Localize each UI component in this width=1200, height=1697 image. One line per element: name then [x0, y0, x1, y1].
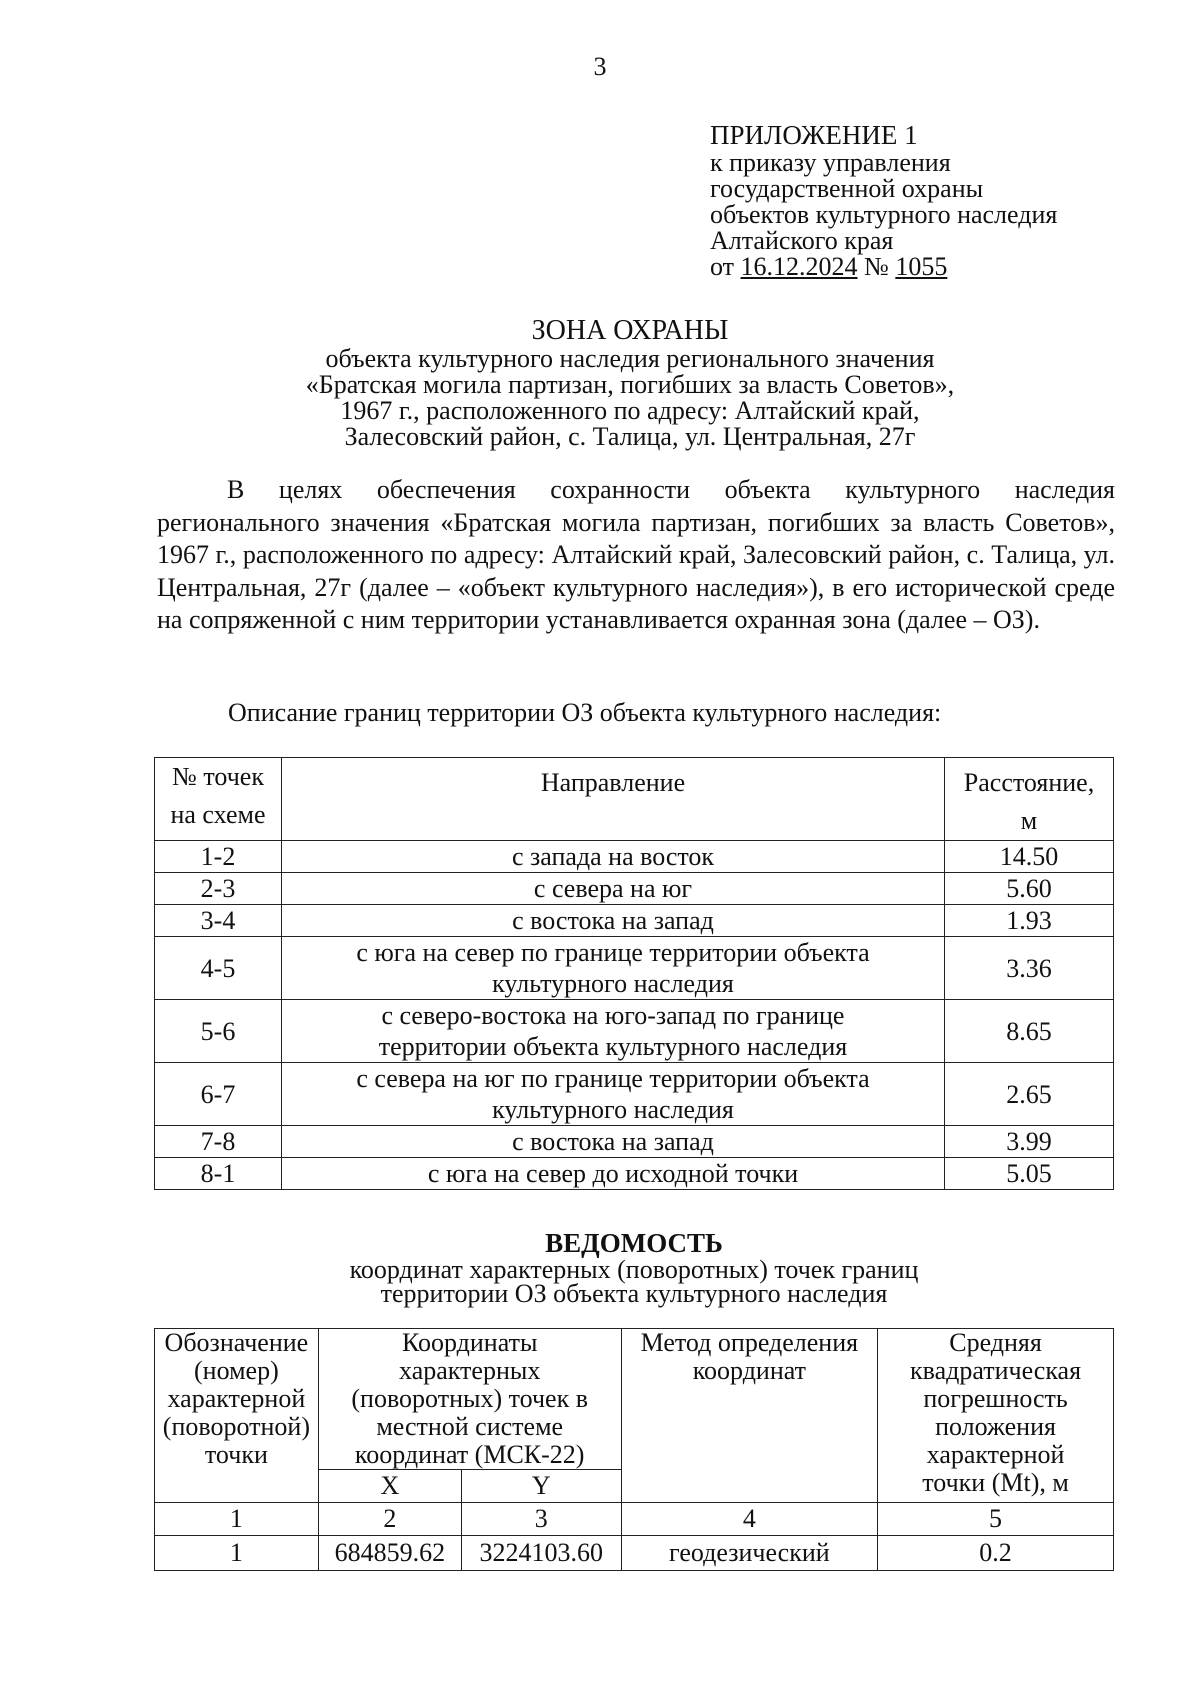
appendix-block — [710, 120, 1150, 280]
statement-title: ВЕДОМОСТЬ — [545, 1228, 723, 1258]
order-date-line — [710, 254, 1150, 280]
zone-subtitle-line: 1967 г., расположенного по адресу: Алтайский край, — [340, 396, 920, 425]
table-row — [155, 841, 1114, 873]
header-text: положения — [935, 1412, 1056, 1441]
y-cell: 3224103.60 — [461, 1536, 621, 1571]
column-number: 3 — [461, 1503, 621, 1536]
points-cell: 1-2 — [155, 841, 282, 873]
table-row — [155, 905, 1114, 937]
header-text: погрешность — [923, 1384, 1068, 1413]
table-row — [155, 937, 1114, 1000]
points-cell: 2-3 — [155, 873, 282, 905]
header-text: на схеме — [170, 800, 266, 829]
appendix-title: ПРИЛОЖЕНИЕ 1 — [710, 120, 918, 150]
page-number: 3 — [593, 52, 607, 81]
boundaries-caption: Описание границ территории ОЗ объекта культурного наследия: — [228, 698, 942, 727]
appendix-line: государственной охраны — [710, 174, 984, 203]
header-coordinates — [318, 1329, 621, 1470]
header-text: местной системе — [376, 1412, 564, 1441]
column-number: 5 — [878, 1503, 1114, 1536]
distance-cell: 2.65 — [945, 1063, 1114, 1126]
error-cell: 0.2 — [878, 1536, 1114, 1571]
appendix-line: Алтайского края — [710, 226, 894, 255]
header-text: квадратическая — [910, 1356, 1082, 1385]
direction-text: культурного наследия — [492, 1095, 734, 1124]
header-text: (номер) — [194, 1356, 279, 1385]
column-number: 2 — [318, 1503, 461, 1536]
header-distance — [945, 758, 1114, 841]
header-text: Метод определения — [640, 1328, 859, 1357]
direction-cell — [282, 937, 945, 1000]
table-row — [155, 1536, 1114, 1571]
appendix-line: объектов культурного наследия — [710, 200, 1058, 229]
table-header-row — [155, 1329, 1114, 1470]
order-number: 1055 — [895, 252, 948, 281]
table-row — [155, 1158, 1114, 1190]
direction-cell: с запада на восток — [282, 841, 945, 873]
points-cell: 5-6 — [155, 1000, 282, 1063]
zone-title: ЗОНА ОХРАНЫ — [531, 315, 729, 346]
table-row — [155, 873, 1114, 905]
header-text: Обозначение — [164, 1328, 309, 1357]
intro-paragraph: В целях обеспечения сохранности объекта культурного наследия регионального значения «Братская могила партизан, погибших за власть Советов», 1967 г., расположенного по адресу: Алтайский край, Залесовский район, с. Талица, ул. Центральная, 27г (далее – «объект культурного наследия»), в его исторической среде на сопряженной с ним территории устанавливается охранная зона (далее – ОЗ). — [157, 475, 1115, 634]
column-number-row — [155, 1503, 1114, 1536]
zone-subtitle-line: объекта культурного наследия регионального значения — [325, 344, 935, 373]
header-designation — [155, 1329, 319, 1503]
distance-cell: 14.50 — [945, 841, 1114, 873]
points-cell: 3-4 — [155, 905, 282, 937]
distance-cell: 5.05 — [945, 1158, 1114, 1190]
points-cell: 8-1 — [155, 1158, 282, 1190]
direction-cell — [282, 1063, 945, 1126]
distance-cell: 5.60 — [945, 873, 1114, 905]
points-cell: 7-8 — [155, 1126, 282, 1158]
direction-text: с севера на юг по границе территории объекта — [356, 1064, 870, 1093]
points-cell: 4-5 — [155, 937, 282, 1000]
coordinates-table — [154, 1328, 1114, 1571]
header-text: координат — [692, 1356, 806, 1385]
distance-cell: 8.65 — [945, 1000, 1114, 1063]
direction-text: культурного наследия — [492, 969, 734, 998]
points-cell: 6-7 — [155, 1063, 282, 1126]
statement-subtitle-line: территории ОЗ объекта культурного наследия — [380, 1279, 888, 1308]
header-text: характерных — [399, 1356, 541, 1385]
zone-subtitle-line: «Братская могила партизан, погибших за власть Советов», — [305, 370, 955, 399]
header-method — [621, 1329, 877, 1503]
method-cell: геодезический — [621, 1536, 877, 1571]
order-date: 16.12.2024 — [740, 252, 858, 281]
header-text: координат (МСК-22) — [354, 1440, 585, 1469]
table-row — [155, 1000, 1114, 1063]
x-cell: 684859.62 — [318, 1536, 461, 1571]
direction-cell: с севера на юг — [282, 873, 945, 905]
column-number: 4 — [621, 1503, 877, 1536]
appendix-line: к приказу управления — [710, 148, 951, 177]
header-text: Координаты — [401, 1328, 538, 1357]
zone-subtitle-line: Залесовский район, с. Талица, ул. Центральная, 27г — [344, 422, 916, 451]
header-text: точки — [204, 1440, 268, 1469]
direction-cell: с востока на запад — [282, 1126, 945, 1158]
header-x: X — [318, 1470, 461, 1503]
distance-cell: 3.99 — [945, 1126, 1114, 1158]
direction-text: с юга на север по границе территории объекта — [356, 938, 870, 967]
direction-cell: с востока на запад — [282, 905, 945, 937]
direction-text: с северо-востока на юго-запад по границе — [381, 1001, 845, 1030]
distance-cell: 3.36 — [945, 937, 1114, 1000]
header-text: № точек — [172, 762, 264, 791]
distance-cell: 1.93 — [945, 905, 1114, 937]
direction-text: территории объекта культурного наследия — [378, 1032, 848, 1061]
zone-header — [150, 316, 1110, 450]
header-points — [155, 758, 282, 841]
statement-header — [154, 1228, 1114, 1306]
header-text: Средняя — [949, 1328, 1042, 1357]
header-error — [878, 1329, 1114, 1503]
header-direction: Направление — [282, 758, 945, 841]
header-text: (поворотных) точек в — [351, 1384, 588, 1413]
direction-cell: с юга на север до исходной точки — [282, 1158, 945, 1190]
table-row — [155, 1126, 1114, 1158]
direction-cell — [282, 1000, 945, 1063]
header-y: Y — [461, 1470, 621, 1503]
table-header-row — [155, 758, 1114, 841]
boundaries-table — [154, 757, 1114, 1190]
number-sign: № — [864, 252, 889, 281]
point-cell: 1 — [155, 1536, 319, 1571]
header-text: точки (Mt), м — [922, 1468, 1069, 1497]
header-text: характерной — [167, 1384, 306, 1413]
table-row — [155, 1063, 1114, 1126]
header-text: (поворотной) — [162, 1412, 310, 1441]
header-text: м — [1020, 806, 1038, 835]
column-number: 1 — [155, 1503, 319, 1536]
header-text: характерной — [926, 1440, 1065, 1469]
statement-subtitle-line: координат характерных (поворотных) точек границ — [349, 1255, 919, 1284]
header-text: Расстояние, — [963, 768, 1095, 797]
date-prefix: от — [710, 252, 735, 281]
